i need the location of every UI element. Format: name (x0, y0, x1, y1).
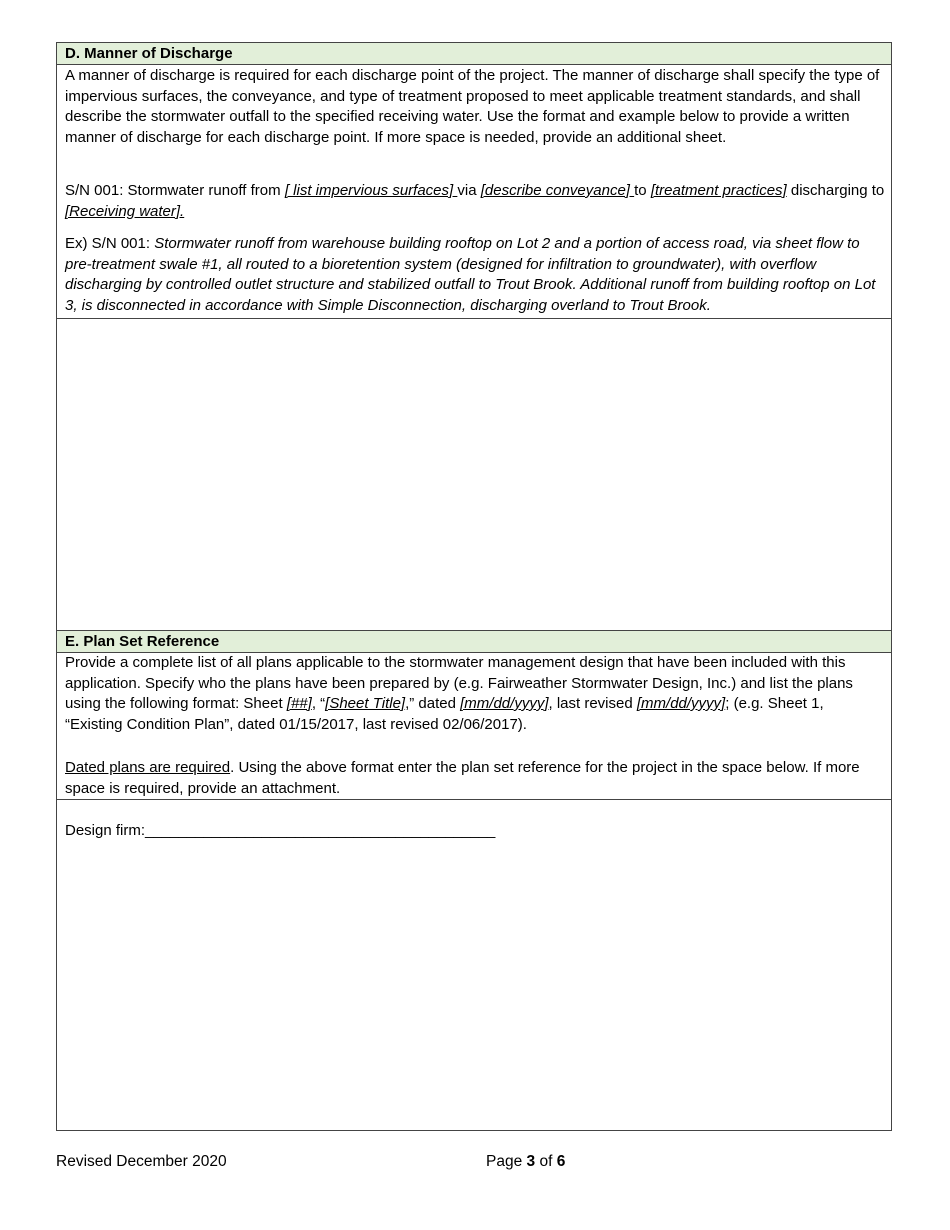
section-e-instructions (65, 653, 885, 735)
section-e-divider (57, 799, 891, 800)
p1-c: ,” dated (405, 695, 461, 712)
format-impervious: [ list impervious surfaces] (284, 182, 458, 199)
dated-plans-required: Dated plans are required (65, 759, 231, 776)
p1-revised: [mm/dd/yyyy] (636, 695, 726, 712)
p1-a: Provide a complete list of all plans applicable to the stormwater management design that have been included with this application. Specify who the plans have been prepared by (e.g. Fairweather Stormwater Design, Inc.) and list the plans using the following format: Sheet (65, 654, 853, 712)
format-prefix: S/N 001: Stormwater runoff from (65, 182, 285, 199)
format-receiving: [Receiving water]. (65, 202, 185, 220)
footer-revised: Revised December 2020 (56, 1153, 227, 1170)
section-d-divider (57, 318, 891, 319)
section-d-example (65, 234, 885, 316)
p1-d: , last revised (548, 695, 637, 712)
section-d-instructions: A manner of discharge is required for each discharge point of the project. The manner of discharge shall specify the type of impervious surfaces, the conveyance, and type of treatment proposed to meet applicable treatment standards, and shall describe the stormwater outfall to the specified receiving water. Use the format and example below to provide a written manner of discharge for each discharge point. If more space is needed, provide an additional sheet. (65, 67, 880, 146)
example-text: Stormwater runoff from warehouse building rooftop on Lot 2 and a portion of access road, via sheet flow to pre-treatment swale #1, all routed to a bioretention system (designed for infiltration to groundwater), with overflow discharging by controlled outlet structure and stabilized outfall to Trout Brook. Additional runoff from building rooftop on Lot 3, is disconnected in accordance with Simple Disconnection, discharging overland to Trout Brook. (65, 235, 876, 314)
dated-plans-rest: . Using the above format enter the plan set reference for the project in the space below. If more space is required, provide an attachment. (65, 759, 860, 797)
footer-page-number (486, 1152, 565, 1173)
section-d-heading: D. Manner of Discharge (57, 43, 891, 65)
page-word: Page (486, 1153, 527, 1170)
example-label: Ex) S/N 001: (65, 235, 155, 252)
section-d-format (65, 181, 885, 222)
section-e-dated-plans (65, 758, 885, 799)
manner-of-discharge-entry-area[interactable] (57, 320, 891, 629)
page-total: 6 (556, 1153, 566, 1170)
page-current: 3 (526, 1153, 536, 1170)
design-firm-field[interactable]: Design firm:__________________________________________ (65, 822, 496, 839)
plan-set-entry-area[interactable] (57, 843, 891, 1129)
p1-b: , “ (311, 695, 326, 712)
p1-sheet-title: [Sheet Title] (325, 695, 406, 712)
form-frame (56, 42, 892, 1131)
format-via: via (457, 182, 481, 199)
format-to: to (634, 182, 651, 199)
format-treatment: [treatment practices] (650, 182, 787, 199)
p1-e: ; (e.g. Sheet 1, “Existing Condition Plan”, dated 01/15/2017, last revised 02/06/2017). (65, 695, 824, 733)
p1-dated: [mm/dd/yyyy] (460, 695, 549, 712)
section-e-heading: E. Plan Set Reference (57, 631, 891, 653)
p1-sheet-no: [##] (286, 695, 312, 712)
format-conveyance: [describe conveyance] (480, 182, 635, 199)
of-word: of (535, 1153, 557, 1170)
format-discharging: discharging to (786, 182, 885, 199)
